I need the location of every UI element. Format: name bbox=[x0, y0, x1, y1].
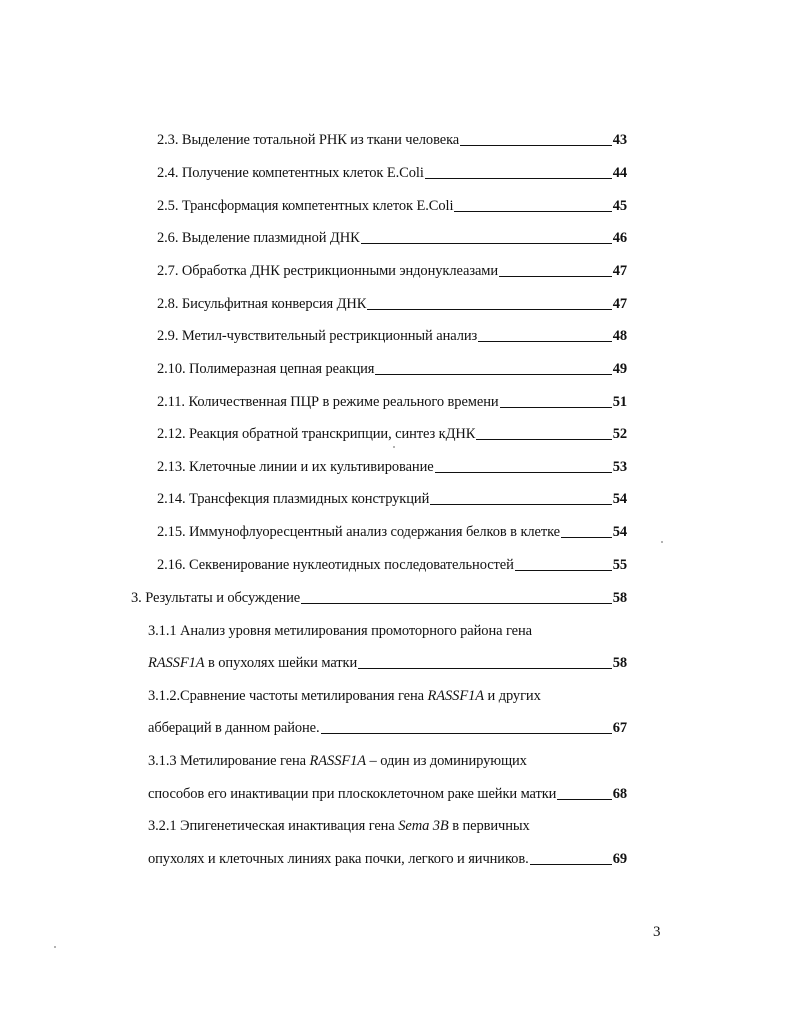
toc-chapter-title: 3. Результаты и обсуждение bbox=[131, 590, 301, 606]
toc-entry-page: 48 bbox=[612, 328, 627, 344]
toc-entry-title: 3.2.1 Эпигенетическая инактивация гена bbox=[148, 818, 399, 834]
toc-entry-page: 69 bbox=[612, 851, 627, 867]
toc-leader-line bbox=[361, 243, 612, 244]
toc-entry-page: 51 bbox=[612, 394, 627, 410]
toc-entry-page: 47 bbox=[612, 296, 627, 312]
toc-entry-page: 58 bbox=[612, 590, 627, 606]
toc-entry-title-suffix: и других bbox=[483, 688, 541, 704]
gene-name-italic: RASSF1A bbox=[148, 655, 205, 671]
toc-entry-page: 68 bbox=[612, 786, 627, 802]
toc-entry-page: 54 bbox=[612, 491, 627, 507]
toc-entry-title: 2.14. Трансфекция плазмидных конструкций bbox=[157, 491, 430, 507]
toc-leader-line bbox=[476, 439, 611, 440]
toc-entry-title: 2.10. Полимеразная цепная реакция bbox=[157, 361, 375, 377]
toc-subsection-heading bbox=[148, 622, 627, 640]
toc-entry-title: опухолях и клеточных линиях рака почки, легкого и яичников. bbox=[148, 851, 529, 867]
gene-name-italic: Sema 3B bbox=[398, 818, 449, 834]
toc-entry bbox=[157, 295, 627, 313]
gene-name-italic: RASSF1A bbox=[309, 753, 367, 769]
toc-entry-title: 3.1.2.Сравнение частоты метилирования гена bbox=[148, 688, 428, 704]
toc-subsection-heading bbox=[148, 752, 627, 770]
toc-entry-title: 2.5. Трансформация компетентных клеток E.Coli bbox=[157, 198, 454, 214]
toc-leader-line bbox=[425, 178, 612, 179]
scan-speck bbox=[661, 541, 663, 543]
toc-entry-title: 2.8. Бисульфитная конверсия ДНК bbox=[157, 296, 367, 312]
toc-leader-line bbox=[530, 864, 612, 865]
toc-entry-title-suffix: – один из доминирующих bbox=[366, 753, 527, 769]
toc-entry-title: аббераций в данном районе. bbox=[148, 720, 320, 736]
toc-entry bbox=[157, 197, 627, 215]
toc-subsection-heading bbox=[148, 687, 627, 705]
toc-leader-line bbox=[460, 145, 612, 146]
toc-entry-title: 2.3. Выделение тотальной РНК из ткани человека bbox=[157, 132, 460, 148]
gene-name bbox=[398, 817, 448, 835]
toc-entry-title: 2.9. Метил-чувствительный рестрикционный анализ bbox=[157, 328, 478, 344]
toc-entry-page: 67 bbox=[612, 720, 627, 736]
toc-entry bbox=[157, 556, 627, 574]
toc-entry-page: 58 bbox=[612, 655, 627, 671]
toc-entry-title: 2.6. Выделение плазмидной ДНК bbox=[157, 230, 360, 246]
toc-entry-page: 52 bbox=[612, 426, 627, 442]
toc-entry-page: 46 bbox=[612, 230, 627, 246]
toc-entry-page: 45 bbox=[612, 198, 627, 214]
gene-name-italic: RASSF1A bbox=[427, 688, 484, 704]
toc-leader-line bbox=[301, 603, 612, 604]
toc-subsection-continuation bbox=[148, 719, 627, 737]
toc-entry bbox=[157, 360, 627, 378]
scan-speck bbox=[54, 946, 56, 948]
page-number: 3 bbox=[653, 924, 661, 940]
toc-entry bbox=[157, 131, 627, 149]
toc-entry-title: 2.7. Обработка ДНК рестрикционными эндонуклеазами bbox=[157, 263, 499, 279]
toc-chapter-3 bbox=[131, 589, 627, 607]
toc-entry-title: 2.11. Количественная ПЦР в режиме реального времени bbox=[157, 394, 499, 410]
toc-leader-line bbox=[499, 276, 612, 277]
toc-leader-line bbox=[375, 374, 611, 375]
toc-entry bbox=[157, 458, 627, 476]
toc-entry-title: 2.13. Клеточные линии и их культивирование bbox=[157, 459, 434, 475]
toc-entry-page: 47 bbox=[612, 263, 627, 279]
toc-subsection-continuation bbox=[148, 850, 627, 868]
toc-subsection-continuation bbox=[148, 785, 627, 803]
toc-leader-line bbox=[557, 799, 611, 800]
toc-entry-title: 2.12. Реакция обратной транскрипции, синтез кДНК bbox=[157, 426, 476, 442]
toc-entry-title: 2.16. Секвенирование нуклеотидных последовательностей bbox=[157, 557, 514, 573]
toc-leader-line bbox=[367, 309, 611, 310]
toc-entry-title-suffix: в первичных bbox=[448, 818, 530, 834]
gene-name bbox=[148, 654, 204, 672]
toc-subsection-heading bbox=[148, 817, 627, 835]
toc-leader-line bbox=[561, 537, 612, 538]
toc-leader-line bbox=[321, 733, 612, 734]
toc-entry-title: 2.4. Получение компетентных клеток E.Coli bbox=[157, 165, 424, 181]
toc-entry bbox=[157, 393, 627, 411]
toc-leader-line bbox=[500, 407, 612, 408]
toc-entry-title: в опухолях шейки матки bbox=[204, 655, 358, 671]
toc-entry-page: 44 bbox=[612, 165, 627, 181]
toc-entry-page: 49 bbox=[612, 361, 627, 377]
toc-entry-page: 53 bbox=[612, 459, 627, 475]
toc-entry-title: способов его инактивации при плоскоклеточном раке шейки матки bbox=[148, 786, 557, 802]
toc-entry bbox=[157, 327, 627, 345]
toc-entry bbox=[157, 523, 627, 541]
toc-entry bbox=[157, 164, 627, 182]
scan-speck bbox=[393, 446, 395, 448]
toc-subsection-continuation bbox=[148, 654, 627, 672]
toc-entry-page: 43 bbox=[612, 132, 627, 148]
gene-name bbox=[428, 687, 484, 705]
toc-entry-page: 55 bbox=[612, 557, 627, 573]
toc-leader-line bbox=[478, 341, 612, 342]
toc-entry bbox=[157, 262, 627, 280]
toc-entry-page: 54 bbox=[612, 524, 627, 540]
toc-entry bbox=[157, 229, 627, 247]
toc-leader-line bbox=[358, 668, 612, 669]
toc-entry-title: 2.15. Иммунофлуоресцентный анализ содержания белков в клетке bbox=[157, 524, 561, 540]
toc-entry-title: 3.1.1 Анализ уровня метилирования промоторного района гена bbox=[148, 623, 532, 639]
gene-name bbox=[310, 752, 366, 770]
toc-leader-line bbox=[515, 570, 612, 571]
toc-entry bbox=[157, 490, 627, 508]
toc-leader-line bbox=[454, 211, 611, 212]
toc-entry-title: 3.1.3 Метилирование гена bbox=[148, 753, 310, 769]
toc-leader-line bbox=[430, 504, 611, 505]
toc-entry bbox=[157, 425, 627, 443]
toc-leader-line bbox=[435, 472, 612, 473]
